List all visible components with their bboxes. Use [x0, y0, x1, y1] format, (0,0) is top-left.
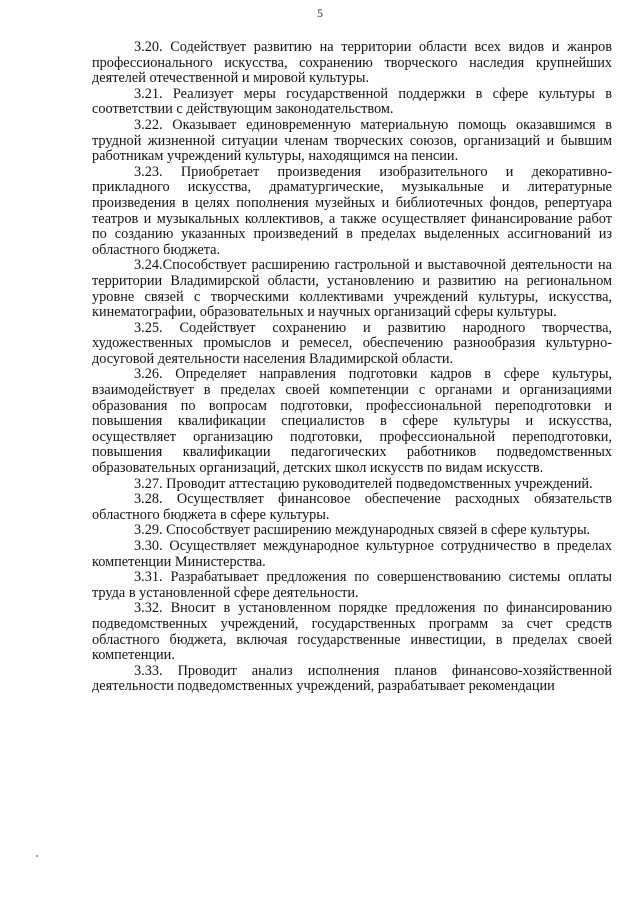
- paragraph-3-20: 3.20. Содействует развитию на территории области всех видов и жанров профессионального искусства, сохранению творческого наследия крупнейших деятелей отечественной и мировой культуры.: [92, 39, 612, 87]
- paragraph-3-25: 3.25. Содействует сохранению и развитию народного творчества, художественных промыслов и ремесел, обеспечению разнообразия культурно-досуговой деятельности населения Владимирской области.: [92, 319, 612, 367]
- paragraph-3-22: 3.22. Оказывает единовременную материальную помощь оказавшимся в трудной жизненной ситуации членам творческих союзов, организаций и бывшим работникам учреждений культуры, находящимся на пенсии.: [92, 116, 612, 165]
- paragraph-3-30: 3.30. Осуществляет международное культурное сотрудничество в пределах компетенции Министерства.: [92, 538, 612, 570]
- document-body: [92, 40, 612, 695]
- scan-speck: [36, 855, 38, 857]
- paragraph-3-28: 3.28. Осуществляет финансовое обеспечение расходных обязательств областного бюджета в сфере культуры.: [92, 491, 612, 523]
- paragraph-3-29: 3.29. Способствует расширению международных связей в сфере культуры.: [134, 522, 591, 539]
- paragraph-3-32: 3.32. Вносит в установленном порядке предложения по финансированию подведомственных учреждений, государственных программ за счет средств областного бюджета, включая государственные инвестиции, в пределах своей компетенции.: [92, 600, 612, 664]
- paragraph-3-26: 3.26. Определяет направления подготовки кадров в сфере культуры, взаимодействует в пределах своей компетенции с органами и организациями образования по вопросам подготовки, профессиональной переподготовки и повышения квалификации специалистов в сфере культуры и искусства, осуществляет организацию подготовки, профессиональной переподготовки, повышения квалификации педагогических работников подведомственных образовательных организаций, детских школ искусств по видам искусств.: [92, 366, 612, 477]
- paragraph-3-33: 3.33. Проводит анализ исполнения планов финансово-хозяйственной деятельности подведомственных учреждений, разрабатывает рекомендации: [92, 662, 612, 695]
- paragraph-3-21: 3.21. Реализует меры государственной поддержки в сфере культуры в соответствии с действующим законодательством.: [92, 85, 612, 118]
- paragraph-3-27: 3.27. Проводит аттестацию руководителей подведомственных учреждений.: [134, 475, 593, 492]
- paragraph-3-31: 3.31. Разрабатывает предложения по совершенствованию системы оплаты труда в установленной сфере деятельности.: [92, 569, 612, 601]
- paragraph-3-23: 3.23. Приобретает произведения изобразительного и декоративно-прикладного искусства, драматургические, музыкальные и литературные произведения в целях пополнения музейных и библиотечных фондов, репертуара театров и музыкальных коллективов, а также осуществляет финансирование работ по созданию указанных произведений в пределах выделенных ассигнований из областного бюджета.: [92, 163, 612, 258]
- page-number: 5: [317, 6, 323, 20]
- paragraph-3-24: 3.24.Способствует расширению гастрольной и выставочной деятельности на территории Владимирской области, установлению и развитию на региональном уровне связей с творческими коллективами учреждений культуры, искусства, кинематографии, образовательных и научных организаций сферы культуры.: [92, 257, 612, 321]
